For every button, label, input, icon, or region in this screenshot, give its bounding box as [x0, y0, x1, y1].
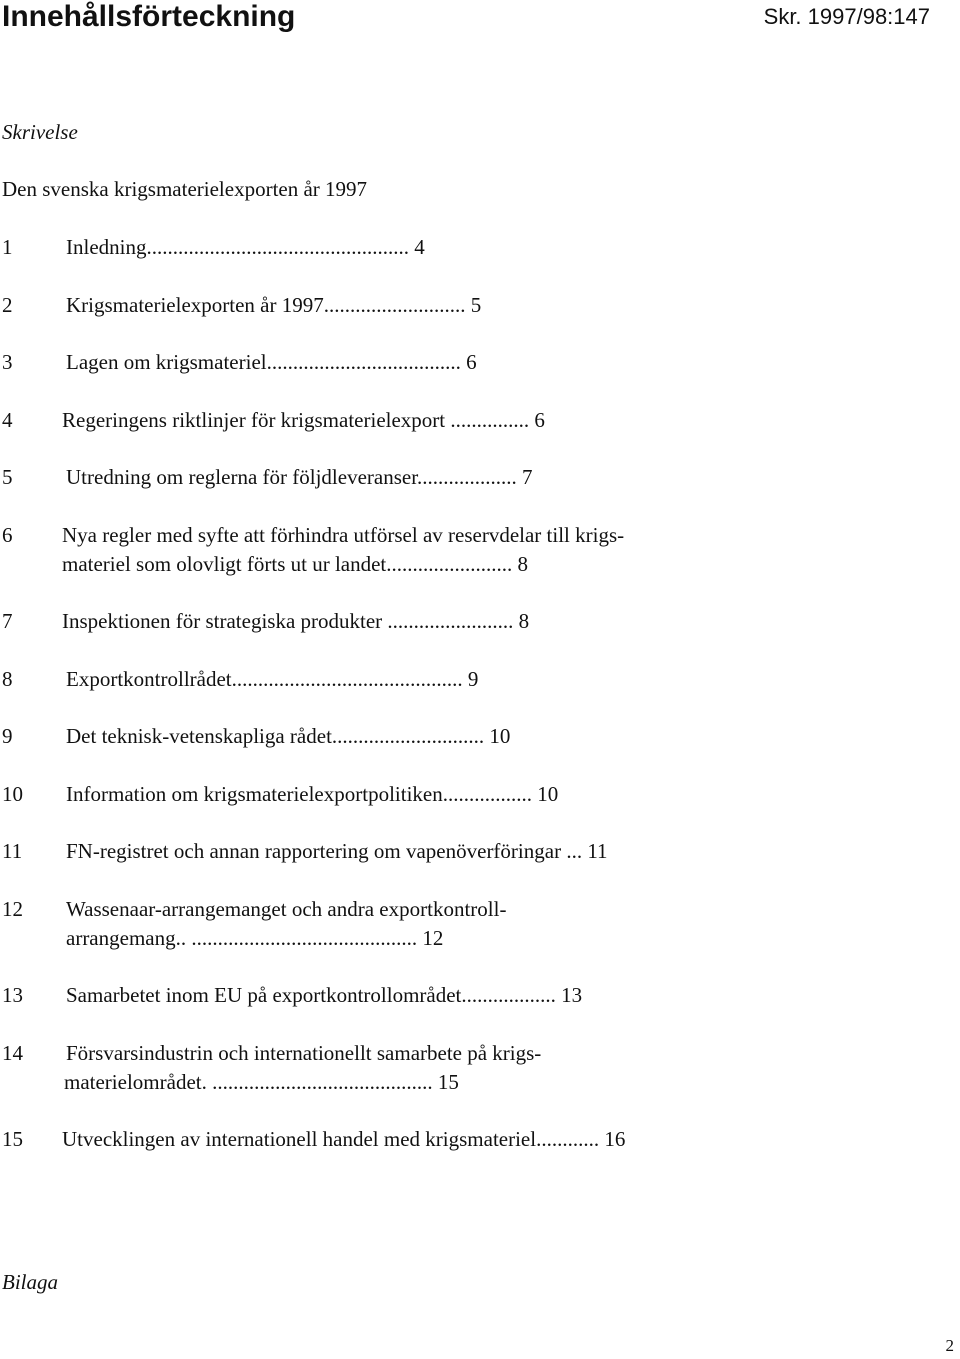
toc-entry-title: Inspektionen för strategiska produkter ........................ 8	[62, 609, 530, 633]
toc-entry-number: 6	[2, 523, 13, 547]
document-subject: Den svenska krigsmaterielexporten år 1997	[2, 177, 368, 201]
toc-entry-title: Nya regler med syfte att förhindra utförsel av reservdelar till krigs-	[62, 523, 625, 547]
toc-entry-title: Samarbetet inom EU på exportkontrollområdet.................. 13	[66, 983, 583, 1007]
toc-entry-title: FN-registret och annan rapportering om vapenöverföringar ... 11	[66, 839, 608, 863]
toc-entry-number: 12	[2, 897, 23, 921]
page-title: Innehållsförteckning	[2, 0, 296, 33]
toc-entry-title-continuation: materiel som olovligt förts ut ur landet........................ 8	[62, 552, 529, 576]
toc-entry-number: 7	[2, 609, 13, 633]
toc-entry-number: 11	[2, 839, 23, 863]
document-reference: Skr. 1997/98:147	[763, 4, 930, 29]
toc-entry-title: Wassenaar-arrangemanget och andra exportkontroll-	[66, 897, 507, 921]
toc-entry-number: 1	[2, 235, 13, 259]
page-number: 2	[945, 1336, 954, 1355]
document-type: Skrivelse	[2, 120, 78, 144]
toc-entry-title-continuation: arrangemang.. ........................................... 12	[66, 926, 444, 950]
toc-entry-title: Information om krigsmaterielexportpolitiken................. 10	[66, 782, 559, 806]
toc-entry-number: 10	[2, 782, 23, 806]
toc-entry-number: 13	[2, 983, 23, 1007]
toc-entry-title: Regeringens riktlinjer för krigsmaterielexport ............... 6	[62, 408, 545, 432]
toc-entry-title: Utvecklingen av internationell handel med krigsmateriel............ 16	[62, 1127, 626, 1151]
toc-entry-number: 8	[2, 667, 13, 691]
toc-entry-number: 5	[2, 465, 13, 489]
toc-entry-number: 2	[2, 293, 13, 317]
toc-entry-number: 14	[2, 1041, 23, 1065]
toc-entry-title: Exportkontrollrådet............................................ 9	[66, 667, 479, 691]
toc-entry-title: Lagen om krigsmateriel..................................... 6	[66, 350, 477, 374]
toc-entry-title: Försvarsindustrin och internationellt samarbete på krigs-	[66, 1041, 542, 1065]
toc-entry-title: Krigsmaterielexporten år 1997........................... 5	[66, 293, 482, 317]
toc-entry-number: 15	[2, 1127, 23, 1151]
appendix-heading: Bilaga	[2, 1270, 58, 1294]
toc-entry-title-continuation: materielområdet. .......................................... 15	[64, 1070, 459, 1094]
toc-entry-title: Utredning om reglerna för följdleveranser................... 7	[66, 465, 533, 489]
toc-entry-title: Inledning.................................................. 4	[66, 235, 425, 259]
toc-entry-number: 9	[2, 724, 13, 748]
toc-entry-number: 3	[2, 350, 13, 374]
toc-entry-title: Det teknisk-vetenskapliga rådet............................. 10	[66, 724, 511, 748]
toc-entry-number: 4	[2, 408, 13, 432]
